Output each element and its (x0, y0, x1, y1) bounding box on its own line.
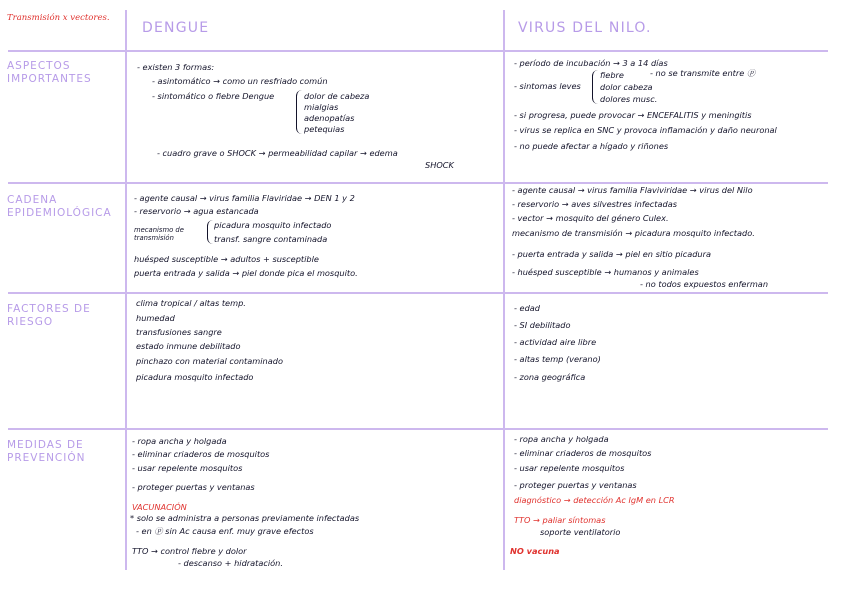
note-line: - no puede afectar a hígado y riñones (514, 141, 669, 151)
row-header-factores: FACTORES DE RIESGO (7, 303, 91, 328)
note-line: - asintomático → como un resfriado común (152, 76, 328, 86)
brace-mark (207, 220, 213, 244)
note-line: - puerta entrada y salida → piel en sitio picadura (512, 249, 711, 259)
vaccination-heading: VACUNACIÓN (132, 502, 187, 512)
row-header-cadena: CADENA EPIDEMIOLÓGICA (7, 194, 112, 219)
note-line: - eliminar criaderos de mosquitos (132, 449, 270, 459)
column-header-nilo: VIRUS DEL NILO. (518, 20, 652, 36)
row-header-medidas: MEDIDAS DE PREVENCIÓN (7, 439, 86, 464)
grid-divider (8, 292, 828, 294)
note-line: mecanismo de transmisión (134, 226, 184, 242)
note-line: - reservorio → aves silvestres infectadas (512, 199, 678, 209)
no-vaccine-note: NO vacuna (510, 546, 560, 556)
row-header-aspectos: ASPECTOS IMPORTANTES (7, 60, 92, 85)
note-line: picadura mosquito infectado (136, 372, 254, 382)
note-line: - usar repelente mosquitos (132, 463, 243, 473)
note-line: - huésped susceptible → humanos y animales (512, 267, 699, 277)
note-line: petequias (304, 124, 345, 134)
note-line: SHOCK (425, 160, 454, 170)
note-line: - agente causal → virus familia Flaviridae → DEN 1 y 2 (134, 193, 355, 203)
note-line: - descanso + hidratación. (178, 558, 283, 568)
diagnosis-line: diagnóstico → detección Ac IgM en LCR (514, 495, 675, 505)
note-line: - sintomas leves (514, 81, 581, 91)
note-line: fiebre (600, 70, 624, 80)
note-line: - no se transmite entre ⓟ (650, 68, 756, 78)
note-line: dolor cabeza (600, 82, 653, 92)
grid-divider (8, 428, 828, 430)
note-line: - SI debilitado (514, 320, 571, 330)
note-line: - proteger puertas y ventanas (132, 482, 255, 492)
note-line: - zona geográfica (514, 372, 586, 382)
note-line: - usar repelente mosquitos (514, 463, 625, 473)
note-line: adenopatías (304, 113, 355, 123)
note-line: - eliminar criaderos de mosquitos (514, 448, 652, 458)
grid-divider (8, 50, 828, 52)
note-line: transf. sangre contaminada (214, 234, 328, 244)
note-line: - reservorio → agua estancada (134, 206, 259, 216)
note-line: puerta entrada y salida → piel donde pica el mosquito. (134, 268, 358, 278)
note-line: mecanismo de transmisión → picadura mosquito infectado. (512, 228, 755, 238)
note-line: mialgias (304, 102, 339, 112)
note-line: - período de incubación → 3 a 14 días (514, 58, 668, 68)
grid-divider (8, 182, 828, 184)
note-line: picadura mosquito infectado (214, 220, 332, 230)
grid-divider (125, 10, 127, 570)
brace-mark (592, 70, 598, 104)
note-line: - proteger puertas y ventanas (514, 480, 637, 490)
grid-divider (503, 10, 505, 570)
note-line: clima tropical / altas temp. (136, 298, 246, 308)
note-line: - actividad aire libre (514, 337, 597, 347)
note-line: - edad (514, 303, 541, 313)
note-line: - si progresa, puede provocar → ENCEFALITIS y meningitis (514, 110, 752, 120)
note-line: - virus se replica en SNC y provoca inflamación y daño neuronal (514, 125, 777, 135)
note-line: - ropa ancha y holgada (132, 436, 227, 446)
treatment-line: TTO → paliar síntomas (514, 515, 606, 525)
note-line: - sintomático o fiebre Dengue (152, 91, 275, 101)
column-header-dengue: DENGUE (142, 20, 210, 36)
note-line: dolores musc. (600, 94, 658, 104)
note-line: - altas temp (verano) (514, 354, 601, 364)
note-line: - vector → mosquito del género Culex. (512, 213, 669, 223)
note-line: * solo se administra a personas previamente infectadas (130, 513, 360, 523)
note-line: huésped susceptible → adultos + susceptible (134, 254, 319, 264)
note-line: transfusiones sangre (136, 327, 222, 337)
note-line: pinchazo con material contaminado (136, 356, 283, 366)
note-line: - cuadro grave o SHOCK → permeabilidad capilar → edema (157, 148, 398, 158)
note-line: soporte ventilatorio (540, 527, 621, 537)
note-line: estado inmune debilitado (136, 341, 241, 351)
note-line: - ropa ancha y holgada (514, 434, 609, 444)
corner-title: Transmisión x vectores. (7, 13, 110, 23)
note-line: dolor de cabeza (304, 91, 370, 101)
note-line: humedad (136, 313, 175, 323)
note-line: - existen 3 formas: (137, 62, 215, 72)
note-line: - no todos expuestos enferman (640, 279, 769, 289)
treatment-line: TTO → control fiebre y dolor (132, 546, 247, 556)
brace-mark (296, 90, 302, 134)
note-line: - agente causal → virus familia Flaviviridae → virus del Nilo (512, 185, 753, 195)
note-line: - en ⓟ sin Ac causa enf. muy grave efectos (136, 526, 314, 536)
